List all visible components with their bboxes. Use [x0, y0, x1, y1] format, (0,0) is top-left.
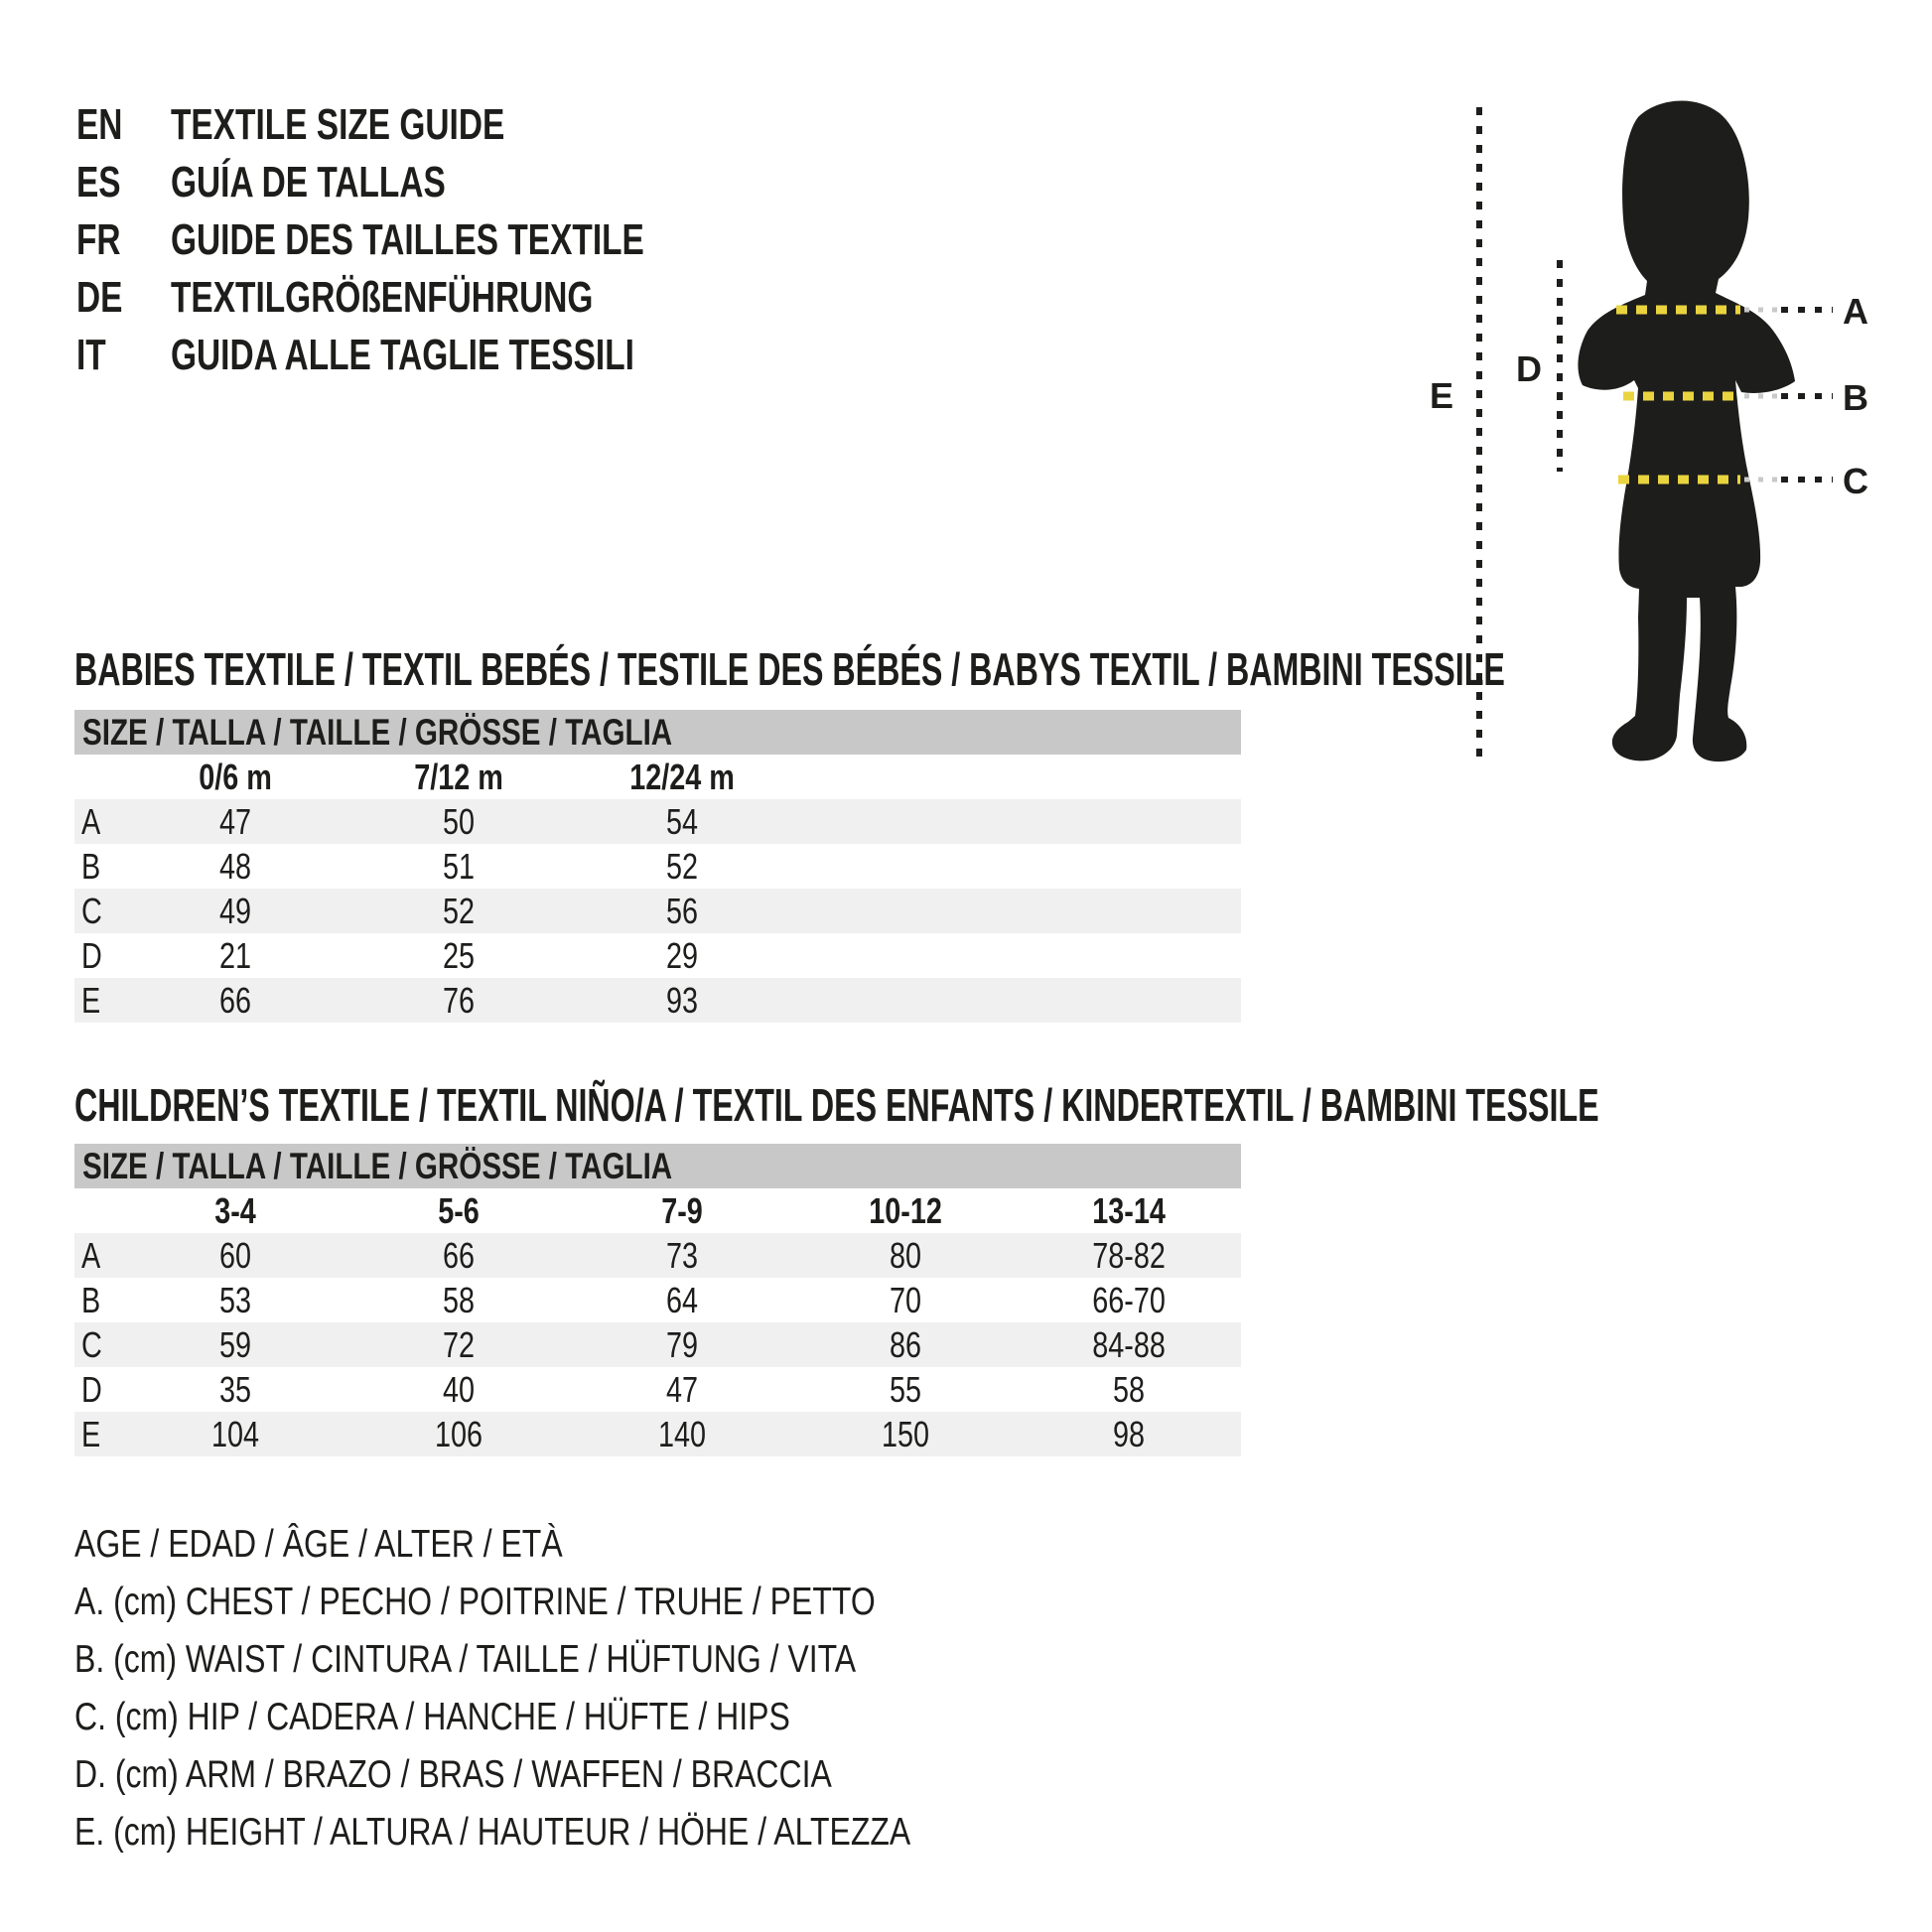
column-header: 0/6 m	[199, 757, 273, 797]
row-label: D	[81, 1369, 102, 1410]
table-cell: 47	[666, 1369, 699, 1410]
language-list	[76, 96, 793, 384]
babies-section-title: BABIES TEXTILE / TEXTIL BEBÉS / TESTILE DES BÉBÉS / BABYS TEXTIL / BAMBINI TESSILE	[74, 643, 1505, 695]
lang-row-de	[76, 269, 793, 327]
table-cell: 73	[666, 1235, 699, 1276]
table-cell: 52	[443, 891, 476, 931]
table-cell: 29	[666, 935, 699, 976]
table-row	[74, 1322, 1241, 1367]
column-header: 7/12 m	[414, 757, 504, 797]
column-header: 5-6	[438, 1190, 481, 1231]
table-row	[74, 1233, 1241, 1278]
table-row	[74, 978, 1241, 1023]
table-cell: 140	[658, 1414, 707, 1454]
table-cell: 78-82	[1092, 1235, 1167, 1276]
table-cell: 58	[1113, 1369, 1146, 1410]
row-label: A	[81, 1235, 101, 1276]
table-cell: 66-70	[1092, 1280, 1167, 1320]
children-size-header-bar: SIZE / TALLA / TAILLE / GRÖSSE / TAGLIA	[74, 1144, 1241, 1188]
table-cell: 53	[219, 1280, 252, 1320]
table-cell: 40	[443, 1369, 476, 1410]
table-cell: 150	[882, 1414, 930, 1454]
table-cell: 56	[666, 891, 699, 931]
table-cell: 49	[219, 891, 252, 931]
children-size-table	[74, 1144, 1241, 1456]
column-header: 3-4	[214, 1190, 257, 1231]
children-column-header-row	[74, 1188, 1241, 1233]
table-row	[74, 889, 1241, 933]
row-label: C	[81, 1324, 102, 1365]
column-header: 12/24 m	[629, 757, 736, 797]
legend-age: AGE / EDAD / ÂGE / ALTER / ETÀ	[74, 1523, 563, 1566]
legend-height: E. (cm) HEIGHT / ALTURA / HAUTEUR / HÖHE / ALTEZZA	[74, 1811, 911, 1854]
lang-code: IT	[76, 331, 106, 379]
table-cell: 93	[666, 980, 699, 1021]
table-cell: 104	[211, 1414, 260, 1454]
table-cell: 79	[666, 1324, 699, 1365]
row-label: E	[81, 980, 101, 1021]
table-cell: 86	[890, 1324, 922, 1365]
row-label: D	[81, 935, 102, 976]
table-row	[74, 1412, 1241, 1456]
figure-label-a: A	[1843, 291, 1868, 332]
table-cell: 52	[666, 846, 699, 887]
babies-size-table	[74, 710, 1241, 1023]
legend-arm: D. (cm) ARM / BRAZO / BRAS / WAFFEN / BRACCIA	[74, 1753, 832, 1796]
table-cell: 80	[890, 1235, 922, 1276]
row-label: B	[81, 846, 101, 887]
lang-title: GUIDA ALLE TAGLIE TESSILI	[171, 331, 634, 379]
table-cell: 76	[443, 980, 476, 1021]
table-row	[74, 1367, 1241, 1412]
table-cell: 55	[890, 1369, 922, 1410]
lang-row-it	[76, 327, 793, 384]
figure-label-c: C	[1843, 461, 1868, 501]
column-header: 10-12	[869, 1190, 943, 1231]
table-cell: 58	[443, 1280, 476, 1320]
figure-label-d: D	[1516, 348, 1542, 389]
table-row	[74, 799, 1241, 844]
legend-waist: B. (cm) WAIST / CINTURA / TAILLE / HÜFTUNG / VITA	[74, 1638, 857, 1681]
lang-code: FR	[76, 215, 121, 264]
table-cell: 66	[443, 1235, 476, 1276]
lang-row-en	[76, 96, 793, 154]
babies-size-header-bar: SIZE / TALLA / TAILLE / GRÖSSE / TAGLIA	[74, 710, 1241, 755]
table-cell: 50	[443, 801, 476, 842]
table-cell: 59	[219, 1324, 252, 1365]
figure-label-e: E	[1430, 375, 1454, 416]
table-cell: 51	[443, 846, 476, 887]
column-header: 13-14	[1092, 1190, 1167, 1231]
row-label: C	[81, 891, 102, 931]
legend-hip: C. (cm) HIP / CADERA / HANCHE / HÜFTE / HIPS	[74, 1696, 790, 1738]
legend-chest: A. (cm) CHEST / PECHO / POITRINE / TRUHE / PETTO	[74, 1581, 876, 1623]
lang-title: GUIDE DES TAILLES TEXTILE	[171, 215, 644, 264]
table-cell: 60	[219, 1235, 252, 1276]
table-cell: 70	[890, 1280, 922, 1320]
lang-title: TEXTILE SIZE GUIDE	[171, 100, 505, 149]
table-cell: 47	[219, 801, 252, 842]
table-cell: 25	[443, 935, 476, 976]
lang-code: EN	[76, 100, 123, 149]
lang-title: GUÍA DE TALLAS	[171, 158, 446, 207]
lang-row-fr	[76, 211, 793, 269]
row-label: B	[81, 1280, 101, 1320]
table-row	[74, 1278, 1241, 1322]
lang-code: DE	[76, 273, 123, 322]
measurement-legend	[74, 1516, 1094, 1862]
lang-code: ES	[76, 158, 121, 207]
table-row	[74, 933, 1241, 978]
table-cell: 106	[435, 1414, 483, 1454]
table-cell: 66	[219, 980, 252, 1021]
lang-title: TEXTILGRÖßENFÜHRUNG	[171, 273, 594, 322]
row-label: E	[81, 1414, 101, 1454]
table-row	[74, 844, 1241, 889]
children-section-title: CHILDREN’S TEXTILE / TEXTIL NIÑO/A / TEXTIL DES ENFANTS / KINDERTEXTIL / BAMBINI TESSILE	[74, 1079, 1599, 1131]
table-cell: 64	[666, 1280, 699, 1320]
table-cell: 98	[1113, 1414, 1146, 1454]
lang-row-es	[76, 154, 793, 211]
table-cell: 54	[666, 801, 699, 842]
column-header: 7-9	[661, 1190, 704, 1231]
babies-column-header-row	[74, 755, 1241, 799]
figure-label-b: B	[1843, 377, 1868, 418]
row-label: A	[81, 801, 101, 842]
table-cell: 21	[219, 935, 252, 976]
table-cell: 72	[443, 1324, 476, 1365]
table-cell: 35	[219, 1369, 252, 1410]
table-cell: 84-88	[1092, 1324, 1167, 1365]
table-cell: 48	[219, 846, 252, 887]
